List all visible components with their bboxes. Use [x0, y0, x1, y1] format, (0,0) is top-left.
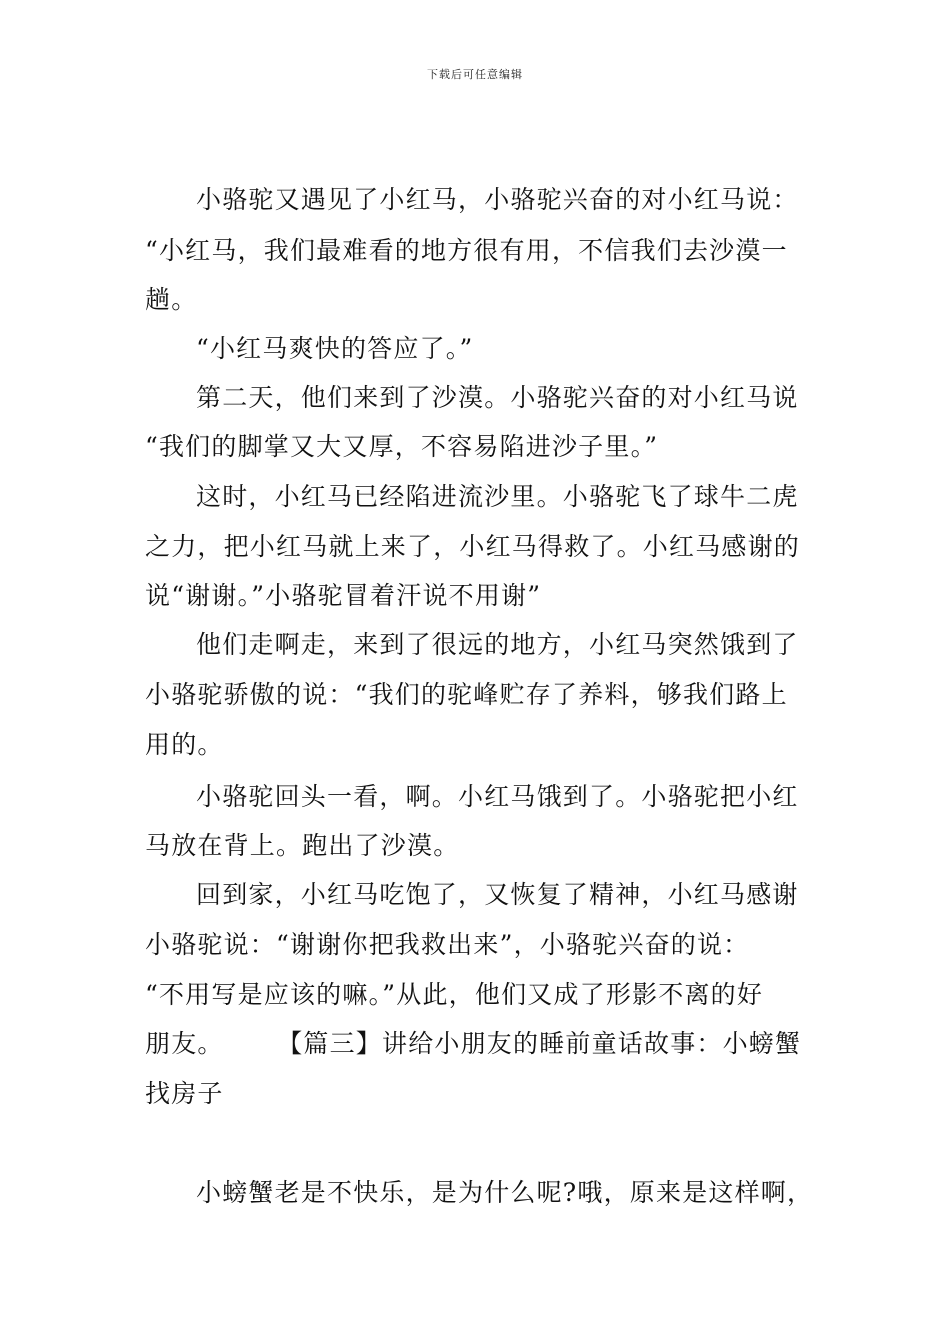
- paragraph-line: 找房子: [145, 1079, 224, 1108]
- paragraph-line: 小骆驼回头一看，啊。小红马饿到了。小骆驼把小红: [196, 782, 799, 811]
- paragraph-line: 小骆驼说：“谢谢你把我救出来”，小骆驼兴奋的说：: [145, 930, 750, 959]
- page-header: 下载后可任意编辑: [427, 68, 523, 81]
- paragraph-line: 说“谢谢。”小骆驼冒着汗说不用谢”: [145, 581, 542, 610]
- paragraph-line: 小骆驼又遇见了小红马，小骆驼兴奋的对小红马说：: [196, 185, 799, 214]
- paragraph-line: 马放在背上。跑出了沙漠。: [145, 831, 460, 860]
- paragraph-line: 回到家，小红马吃饱了，又恢复了精神，小红马感谢: [196, 880, 799, 909]
- paragraph-line: “小红马，我们最难看的地方很有用，不信我们去沙漠一: [145, 236, 788, 265]
- paragraph-line: 之力，把小红马就上来了，小红马得救了。小红马感谢的: [145, 532, 801, 561]
- paragraph-line: 朋友。 【篇三】讲给小朋友的睡前童话故事：小螃蟹: [145, 1029, 802, 1058]
- paragraph-line: 趟。: [145, 285, 198, 314]
- paragraph-line: “我们的脚掌又大又厚，不容易陷进沙子里。”: [145, 432, 659, 461]
- paragraph-line: 小螃蟹老是不快乐，是为什么呢?哦，原来是这样啊，: [196, 1178, 814, 1207]
- paragraph-line: 他们走啊走，来到了很远的地方，小红马突然饿到了: [196, 630, 799, 659]
- paragraph-line: 第二天，他们来到了沙漠。小骆驼兴奋的对小红马说: [196, 383, 799, 412]
- paragraph-line: “小红马爽快的答应了。”: [196, 334, 474, 363]
- paragraph-line: 这时，小红马已经陷进流沙里。小骆驼飞了球牛二虎: [196, 482, 799, 511]
- paragraph-line: 用的。: [145, 730, 224, 759]
- paragraph-line: “不用写是应该的嘛。”从此，他们又成了形影不离的好: [145, 980, 764, 1009]
- paragraph-line: 小骆驼骄傲的说：“我们的驼峰贮存了养料，够我们路上: [145, 680, 788, 709]
